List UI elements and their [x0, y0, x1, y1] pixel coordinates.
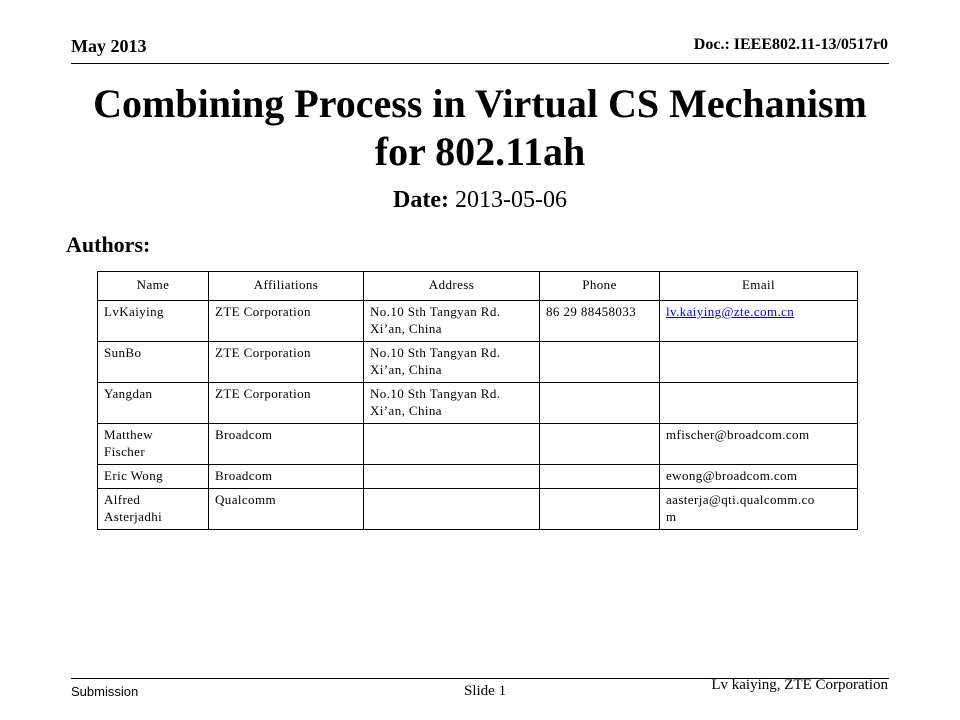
- author-name: Yangdan: [104, 386, 153, 401]
- address-line: No.10 Sth Tangyan Rd.: [370, 304, 501, 319]
- header-date: May 2013: [71, 36, 147, 56]
- table-header-row: [98, 272, 858, 301]
- author-name-cell: [98, 489, 209, 530]
- address-line: No.10 Sth Tangyan Rd.: [370, 345, 501, 360]
- author-name-cell: [98, 424, 209, 465]
- author-affiliation: Broadcom: [209, 424, 364, 465]
- address-line: Xi’an, China: [370, 321, 442, 336]
- author-address-cell: [364, 342, 540, 383]
- table-row: [98, 301, 858, 342]
- author-address-cell: [364, 489, 540, 530]
- author-name: SunBo: [104, 345, 142, 360]
- column-header-address: Address: [364, 272, 540, 301]
- column-header-email: Email: [660, 272, 858, 301]
- author-phone: [540, 465, 660, 489]
- table-row: [98, 489, 858, 530]
- table-row: [98, 465, 858, 489]
- table-row: [98, 383, 858, 424]
- author-phone: [540, 383, 660, 424]
- author-name-cell: [98, 465, 209, 489]
- author-name: Fischer: [104, 444, 146, 459]
- author-phone: 86 29 88458033: [540, 301, 660, 342]
- authors-label: Authors:: [66, 232, 151, 257]
- address-line: No.10 Sth Tangyan Rd.: [370, 386, 501, 401]
- author-affiliation: ZTE Corporation: [209, 342, 364, 383]
- author-name: Eric Wong: [104, 468, 163, 483]
- author-email: [660, 342, 858, 383]
- author-name-cell: [98, 301, 209, 342]
- column-header-phone: Phone: [540, 272, 660, 301]
- author-name: Alfred: [104, 492, 141, 507]
- column-header-affiliations: Affiliations: [209, 272, 364, 301]
- header-doc-number: Doc.: IEEE802.11-13/0517r0: [693, 36, 888, 53]
- column-header-name: Name: [98, 272, 209, 301]
- date-line: [0, 187, 960, 214]
- author-address-cell: [364, 301, 540, 342]
- author-name: Asterjadhi: [104, 509, 163, 524]
- author-email: mfischer@broadcom.com: [660, 424, 858, 465]
- table-row: [98, 342, 858, 383]
- slide-title-line-2: for 802.11ah: [374, 129, 586, 174]
- author-affiliation: ZTE Corporation: [209, 301, 364, 342]
- author-email-cell: [660, 489, 858, 530]
- author-email-cell: [660, 301, 858, 342]
- author-email: aasterja@qti.qualcomm.co: [666, 492, 815, 507]
- footer-author: Lv kaiying, ZTE Corporation: [711, 677, 888, 693]
- author-email: ewong@broadcom.com: [660, 465, 858, 489]
- author-affiliation: Qualcomm: [209, 489, 364, 530]
- author-name: Matthew: [104, 427, 154, 442]
- footer-slide-number: Slide 1: [464, 683, 507, 699]
- author-address-cell: [364, 424, 540, 465]
- author-email: [660, 383, 858, 424]
- authors-table: [97, 271, 858, 530]
- slide-title: [40, 80, 920, 176]
- header-divider: [71, 63, 889, 64]
- author-name: LvKaiying: [104, 304, 164, 319]
- author-phone: [540, 342, 660, 383]
- slide-title-line-1: Combining Process in Virtual CS Mechanism: [93, 81, 867, 126]
- address-line: Xi’an, China: [370, 403, 442, 418]
- author-address-cell: [364, 383, 540, 424]
- author-address-cell: [364, 465, 540, 489]
- footer-submission: Submission: [71, 684, 139, 699]
- address-line: Xi’an, China: [370, 362, 442, 377]
- author-affiliation: Broadcom: [209, 465, 364, 489]
- author-affiliation: ZTE Corporation: [209, 383, 364, 424]
- author-email: m: [666, 509, 677, 524]
- date-label: Date:: [393, 187, 449, 213]
- table-row: [98, 424, 858, 465]
- date-value: 2013-05-06: [454, 187, 567, 213]
- author-phone: [540, 489, 660, 530]
- author-name-cell: [98, 383, 209, 424]
- author-email-link[interactable]: lv.kaiying@zte.com.cn: [666, 304, 795, 319]
- author-phone: [540, 424, 660, 465]
- author-name-cell: [98, 342, 209, 383]
